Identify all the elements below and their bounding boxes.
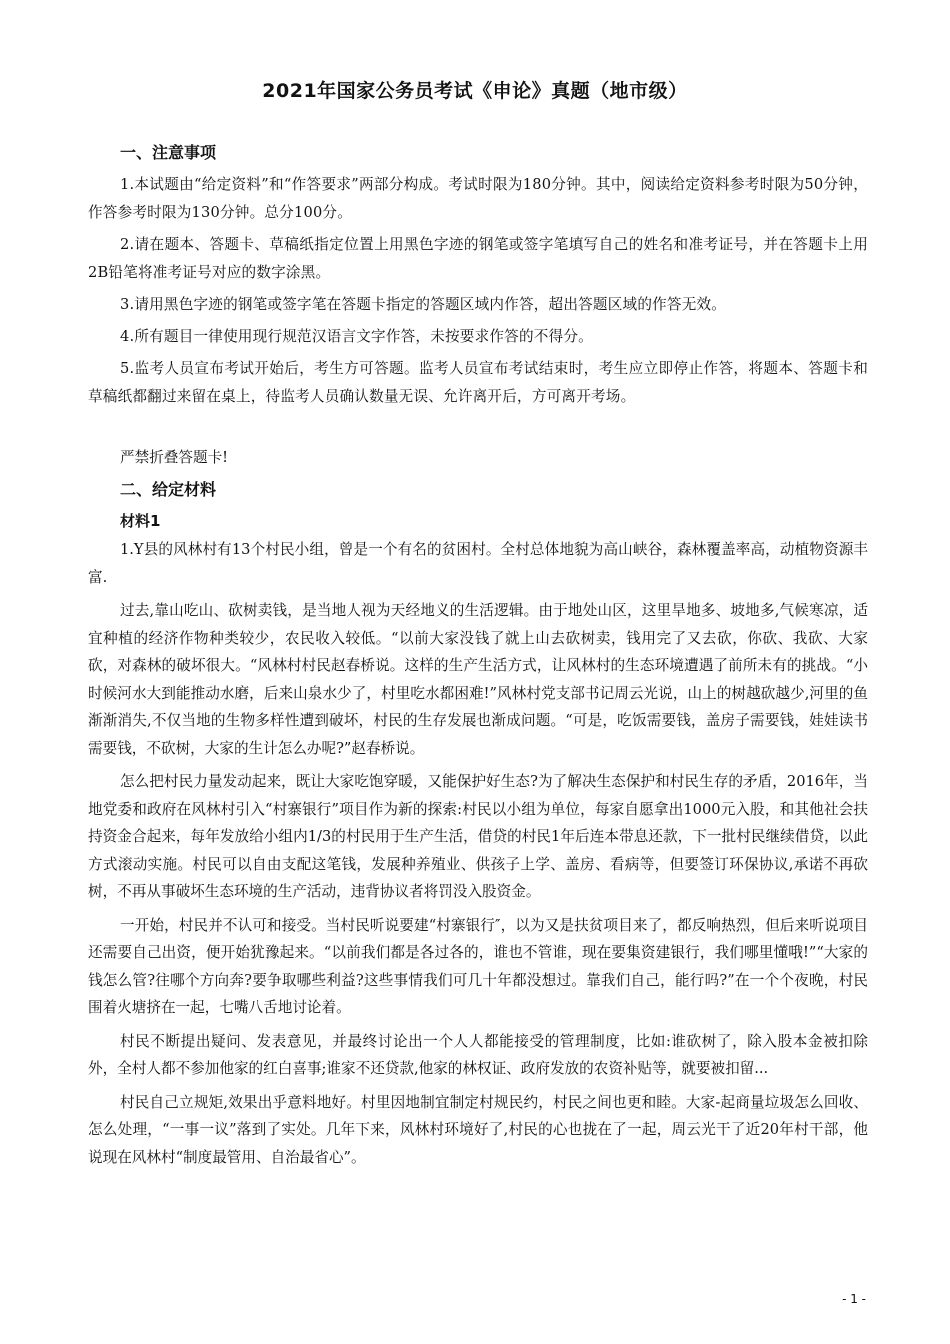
page-number: - 1 - — [842, 1292, 866, 1306]
material-paragraph: 村民不断提出疑问、发表意见，并最终讨论出一个人人都能接受的管理制度，比如:谁砍树了，除入股本金被扣除外，全村人都不参加他家的红白喜事;谁家不还贷款,他家的林权证、政府发放的农资补贴等，就要被扣留... — [88, 1032, 868, 1077]
material-paragraph: 1.Y县的风林村有13个村民小组，曾是一个有名的贫困村。全村总体地貌为高山峡谷，森林覆盖率高，动植物资源丰富. — [88, 541, 868, 586]
document-body — [88, 140, 868, 1177]
note-item: 3.请用黑色字迹的钢笔或签字笔在答题卡指定的答题区域内作答，超出答题区域的作答无效。 — [120, 296, 727, 313]
note-item: 1.本试题由“给定资料”和“作答要求”两部分构成。考试时限为180分钟。其中，阅读给定资料参考时限为50分钟，作答参考时限为130分钟。总分100分。 — [88, 176, 868, 221]
material-paragraph: 怎么把村民力量发动起来，既让大家吃饱穿暖，又能保护好生态?为了解决生态保护和村民生存的矛盾，2016年，当地党委和政府在风林村引入“村寨银行”项目作为新的探索:村民以小组为单位，每家自愿拿出1000元入股，和其他社会扶持资金合起来，每年发放给小组内1/3的村民用于生产生活，借贷的村民1年后连本带息还款，下一批村民继续借贷，以此方式滚动实施。村民可以自由支配这笔钱，发展种养殖业、供孩子上学、盖房、看病等，但要签订环保协议,承诺不再砍树，不再从事破坏生态环境的生产活动，违背协议者将罚没入股资金。 — [88, 773, 868, 900]
note-item: 2.请在题本、答题卡、草稿纸指定位置上用黑色字迹的钢笔或签字笔填写自己的姓名和准考证号，并在答题卡上用2B铅笔将准考证号对应的数字涂黑。 — [88, 236, 868, 281]
material-label: 材料1 — [120, 512, 161, 530]
material-paragraph: 一开始，村民并不认可和接受。当村民听说要建“村寨银行″，以为又是扶贫项目来了，都反响热烈，但后来听说项目还需要自己出资，便开始犹豫起来。“以前我们都是各过各的，谁也不管谁，现在要集资建银行，我们哪里懂哦!”“大家的钱怎么管?往哪个方向奔?要争取哪些利益?这些事情我们可几十年都没想过。靠我们自己，能行吗?”在一个个夜晚，村民围着火塘挤在一起，七嘴八舌地讨论着。 — [88, 916, 868, 1016]
material-paragraph: 过去,靠山吃山、砍树卖钱，是当地人视为天经地义的生活逻辑。由于地处山区，这里旱地多、坡地多,气候寒凉，适宜种植的经济作物种类较少，农民收入较低。“以前大家没钱了就上山去砍树卖，钱用完了又去砍，你砍、我砍、大家砍，对森林的破坏很大。“风林村村民赵春桥说。这样的生产生活方式，让风林村的生态环境遭遇了前所未有的挑战。“小时候河水大到能推动水磨，后来山泉水少了，村里吃水都困难!”风林村党支部书记周云光说，山上的树越砍越少,河里的鱼渐渐消失,不仅当地的生物多样性遭到破坏，村民的生存发展也渐成问题。“可是，吃饭需要钱，盖房子需要钱，娃娃读书需要钱，不砍树，大家的生计怎么办呢?”赵春桥说。 — [88, 602, 868, 757]
section-heading-notes: 一、注意事项 — [120, 143, 217, 162]
spacer — [88, 415, 868, 445]
note-item: 4.所有题目一律使用现行规范汉语言文字作答，未按要求作答的不得分。 — [120, 328, 593, 345]
note-item: 5.监考人员宣布考试开始后，考生方可答题。监考人员宣布考试结束时，考生应立即停止作答，将题本、答题卡和草稿纸都翻过来留在桌上，待监考人员确认数量无误、允许离开后，方可离开考场。 — [88, 360, 868, 405]
material-paragraph: 村民自己立规矩,效果出乎意料地好。村里因地制宜制定村规民约，村民之间也更和睦。大家-起商量垃圾怎么回收、怎么处理，“一事一议”落到了实处。几年下来，风林村环境好了,村民的心也拢在了一起，周云光干了近20年村干部，他说现在风林村“制度最管用、自治最省心”。 — [88, 1093, 868, 1166]
page-title: 2021年国家公务员考试《申论》真题（地市级） — [262, 80, 688, 102]
warning-text: 严禁折叠答题卡! — [120, 449, 229, 466]
section-heading-materials: 二、给定材料 — [120, 480, 217, 499]
